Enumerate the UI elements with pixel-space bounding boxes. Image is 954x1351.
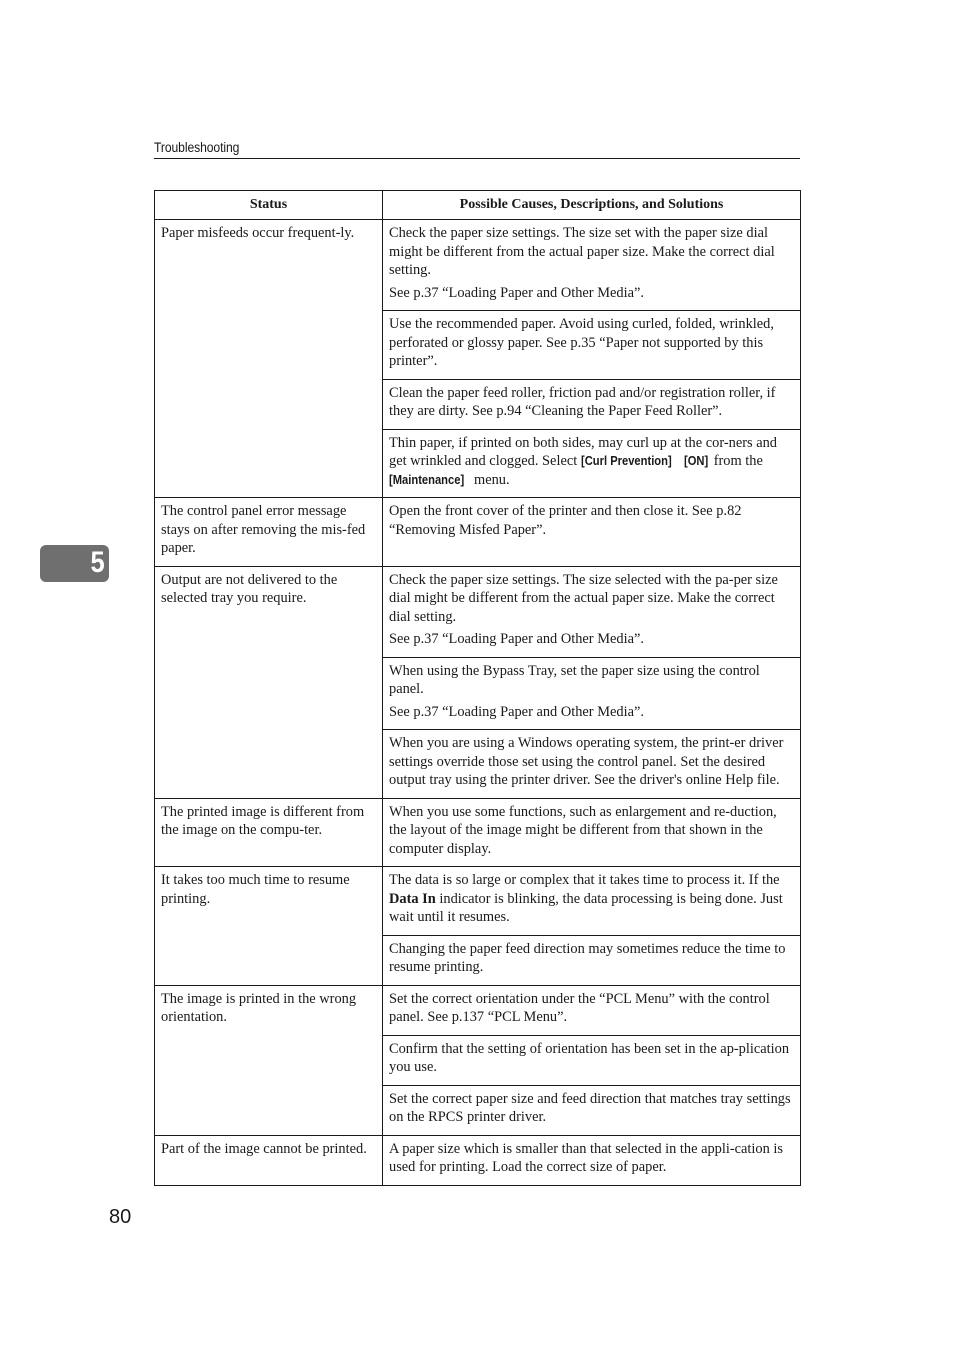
solution-text: Changing the paper feed direction may sometimes reduce the time to resume printing. xyxy=(389,940,786,975)
chapter-tab xyxy=(40,545,109,582)
solution-cell xyxy=(383,566,801,657)
table-row xyxy=(155,798,801,867)
solution-reference: See p.37 “Loading Paper and Other Media”. xyxy=(389,703,644,720)
solution-text: When you use some functions, such as enlargement and re-duction, the layout of the image might be different from that shown in the computer display. xyxy=(389,803,777,857)
solution-cell xyxy=(383,1035,801,1085)
troubleshooting-table-container xyxy=(154,190,800,1186)
status-cell xyxy=(155,985,383,1135)
table-row xyxy=(155,220,801,311)
solution-text-end: indicator is blinking, the data processing is being done. Just wait until it resumes. xyxy=(389,890,783,925)
status-text: It takes too much time to resume printing. xyxy=(161,872,350,907)
table-row xyxy=(155,566,801,657)
solution-text-end: menu. xyxy=(474,471,510,488)
status-text: Part of the image cannot be printed. xyxy=(161,1140,367,1157)
running-header-title: Troubleshooting xyxy=(154,140,240,155)
solution-cell xyxy=(383,379,801,429)
status-cell xyxy=(155,1135,383,1185)
curl-prevention-label: [Curl Prevention] xyxy=(580,453,672,468)
table-row xyxy=(155,867,801,936)
solution-cell xyxy=(383,429,801,498)
solution-cell xyxy=(383,730,801,799)
solution-text: Check the paper size settings. The size selected with the pa-per size dial might be different from the actual paper size. Make the correct dial setting. xyxy=(389,571,778,625)
solution-text-start: Thin paper, if printed on both sides, may curl up at the cor-ners and get wrinkled and clogged. Select xyxy=(389,434,777,469)
solution-cell xyxy=(383,935,801,985)
status-text: Paper misfeeds occur frequent-ly. xyxy=(161,225,355,241)
solution-text: Confirm that the setting of orientation has been set in the ap-plication you use. xyxy=(389,1040,790,1075)
solution-text-start: The data is so large or complex that it takes time to process it. If the xyxy=(389,872,780,888)
troubleshooting-table xyxy=(154,190,801,1186)
solution-text: Set the correct orientation under the “PCL Menu” with the control panel. See p.137 “PCL Menu”. xyxy=(389,990,770,1025)
status-cell xyxy=(155,798,383,867)
solution-cell xyxy=(383,657,801,730)
running-header xyxy=(154,138,800,159)
solution-cell xyxy=(383,985,801,1035)
solution-text: Open the front cover of the printer and then close it. See p.82 “Removing Misfed Paper”. xyxy=(389,503,742,538)
solution-cell xyxy=(383,498,801,567)
solution-text-middle: from the xyxy=(713,453,763,469)
chapter-number: 5 xyxy=(90,546,105,579)
solution-reference: See p.37 “Loading Paper and Other Media”. xyxy=(389,284,644,301)
table-row xyxy=(155,1135,801,1185)
status-text: The control panel error message stays on after removing the mis-fed paper. xyxy=(161,503,366,556)
solution-reference: See p.37 “Loading Paper and Other Media”. xyxy=(389,631,644,647)
solution-text: Set the correct paper size and feed direction that matches tray settings on the RPCS printer driver. xyxy=(389,1090,791,1125)
on-label: [ON] xyxy=(683,453,709,468)
maintenance-label: [Maintenance] xyxy=(389,471,465,487)
status-cell xyxy=(155,566,383,798)
solution-cell xyxy=(383,798,801,867)
solution-cell xyxy=(383,867,801,936)
status-cell xyxy=(155,498,383,567)
solution-cell xyxy=(383,220,801,311)
solution-text: Use the recommended paper. Avoid using curled, folded, wrinkled, perforated or glossy paper. See p.35 “Paper not supported by this printer”. xyxy=(389,316,774,369)
solution-text xyxy=(389,434,794,490)
data-in-indicator-label: Data In xyxy=(389,890,436,907)
table-row xyxy=(155,498,801,567)
status-text: The printed image is different from the image on the compu-ter. xyxy=(161,803,365,838)
page-number: 80 xyxy=(109,1206,132,1228)
status-cell xyxy=(155,220,383,498)
solution-cell xyxy=(383,1085,801,1135)
status-text: The image is printed in the wrong orientation. xyxy=(161,990,357,1025)
status-cell xyxy=(155,867,383,986)
solution-cell xyxy=(383,311,801,380)
table-row xyxy=(155,985,801,1035)
solution-text: When using the Bypass Tray, set the paper size using the control panel. xyxy=(389,662,760,697)
solution-text xyxy=(389,871,794,927)
table-header-row xyxy=(155,191,801,220)
column-header-status: Status xyxy=(155,191,383,220)
solution-text: Clean the paper feed roller, friction pad and/or registration roller, if they are dirty. See p.94 “Cleaning the Paper Feed Roller”. xyxy=(389,384,776,419)
column-header-causes: Possible Causes, Descriptions, and Solutions xyxy=(383,191,801,220)
solution-cell xyxy=(383,1135,801,1185)
status-text: Output are not delivered to the selected tray you require. xyxy=(161,571,338,606)
solution-text: When you are using a Windows operating system, the print-er driver settings override those set using the control panel. Set the desired output tray using the printer driver. See the driver's online Help file. xyxy=(389,735,784,788)
solution-text: Check the paper size settings. The size set with the paper size dial might be different from the actual paper size. Make the correct dial setting. xyxy=(389,225,775,278)
solution-text: A paper size which is smaller than that selected in the appli-cation is used for printing. Load the correct size of paper. xyxy=(389,1140,784,1175)
